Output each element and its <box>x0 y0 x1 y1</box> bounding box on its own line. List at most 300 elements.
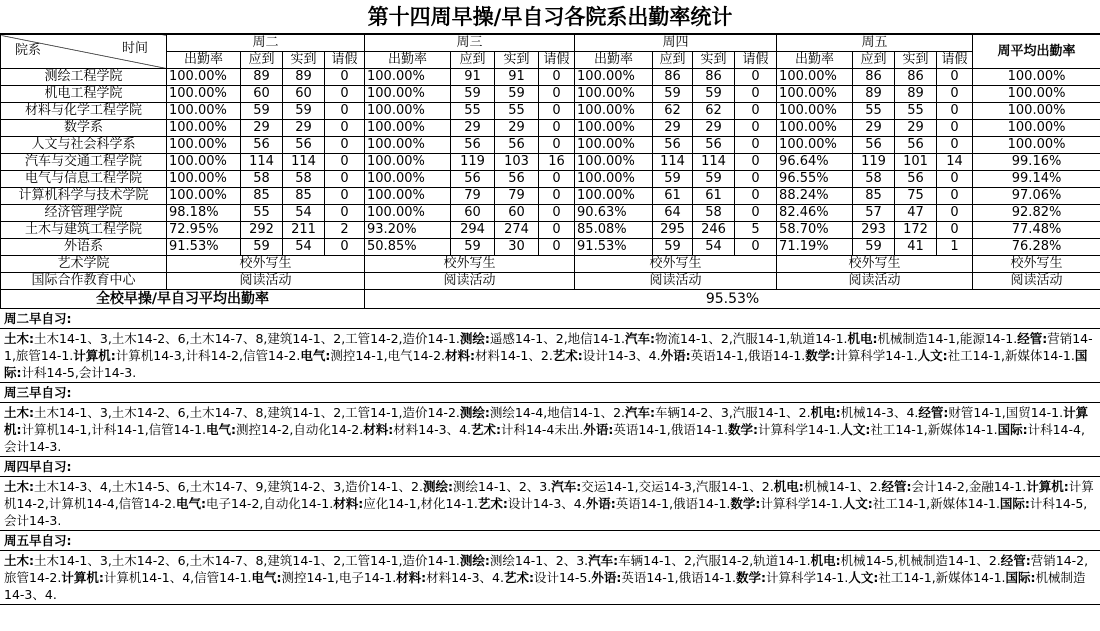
subheader-cell: 实到 <box>495 52 539 69</box>
table-cell: 100.00% <box>575 69 653 86</box>
header-day-tue: 周二 <box>167 35 365 52</box>
table-cell: 59 <box>451 239 495 256</box>
table-row <box>1 239 1100 256</box>
table-cell: 54 <box>693 239 735 256</box>
dept-name: 电气与信息工程学院 <box>1 171 167 188</box>
table-cell: 292 <box>241 222 283 239</box>
table-cell: 89 <box>895 86 937 103</box>
table-cell: 89 <box>241 69 283 86</box>
table-cell: 59 <box>653 86 693 103</box>
table-cell: 0 <box>325 103 365 120</box>
dept-abbrev: 人文: <box>840 422 871 437</box>
table-row <box>1 69 1100 86</box>
table-cell: 86 <box>653 69 693 86</box>
dept-abbrev: 外语: <box>660 348 691 363</box>
dept-abbrev: 汽车: <box>588 553 619 568</box>
table-cell: 100.00% <box>365 103 451 120</box>
table-cell: 88.24% <box>777 188 853 205</box>
table-cell: 90.63% <box>575 205 653 222</box>
class-list: 英语14-1,俄语14-1. <box>613 422 729 437</box>
table-cell: 29 <box>853 120 895 137</box>
subheader-cell: 应到 <box>241 52 283 69</box>
table-cell: 100.00% <box>365 137 451 154</box>
dept-abbrev: 计算机: <box>73 348 116 363</box>
class-list: 测绘14-1、2、3. <box>452 479 552 494</box>
table-cell: 100.00% <box>167 171 241 188</box>
notes-day-body <box>0 329 1100 383</box>
subheader-cell: 实到 <box>283 52 325 69</box>
table-cell: 0 <box>735 120 777 137</box>
table-row <box>1 103 1100 120</box>
weekly-avg-cell: 97.06% <box>973 188 1100 205</box>
table-cell: 50.85% <box>365 239 451 256</box>
table-cell: 0 <box>539 239 575 256</box>
class-list: 测绘14-4,地信14-1、2. <box>489 405 626 420</box>
weekly-avg-cell: 100.00% <box>973 120 1100 137</box>
table-cell: 246 <box>693 222 735 239</box>
header-day-wed: 周三 <box>365 35 575 52</box>
table-cell: 91.53% <box>575 239 653 256</box>
table-cell: 41 <box>895 239 937 256</box>
dept-abbrev: 计算机: <box>61 570 104 585</box>
table-cell: 1 <box>937 239 973 256</box>
activity-cell: 校外写生 <box>365 256 575 273</box>
dept-abbrev: 艺术: <box>471 422 502 437</box>
weekly-avg-cell: 92.82% <box>973 205 1100 222</box>
table-cell: 0 <box>937 103 973 120</box>
table-row <box>1 222 1100 239</box>
subheader-cell: 出勤率 <box>575 52 653 69</box>
table-row <box>1 273 1100 290</box>
dept-abbrev: 数学: <box>730 496 761 511</box>
table-cell: 56 <box>693 137 735 154</box>
subheader-cell: 请假 <box>539 52 575 69</box>
class-list: 社工14-1,新媒体14-1. <box>947 348 1075 363</box>
table-cell: 100.00% <box>365 154 451 171</box>
table-cell: 103 <box>495 154 539 171</box>
table-cell: 29 <box>451 120 495 137</box>
table-cell: 0 <box>735 188 777 205</box>
table-cell: 64 <box>653 205 693 222</box>
table-cell: 100.00% <box>167 137 241 154</box>
table-cell: 119 <box>451 154 495 171</box>
dept-abbrev: 测绘: <box>422 479 453 494</box>
subheader-cell: 应到 <box>853 52 895 69</box>
table-cell: 0 <box>735 137 777 154</box>
subheader-cell: 实到 <box>693 52 735 69</box>
dept-abbrev: 经管: <box>918 405 949 420</box>
table-cell: 2 <box>325 222 365 239</box>
table-cell: 29 <box>895 120 937 137</box>
table-body <box>1 69 1100 309</box>
class-list: 计算科学14-1. <box>766 570 849 585</box>
table-cell: 91 <box>495 69 539 86</box>
dept-abbrev: 数学: <box>736 570 766 585</box>
subheader-cell: 请假 <box>735 52 777 69</box>
table-cell: 0 <box>937 222 973 239</box>
table-cell: 100.00% <box>575 137 653 154</box>
class-list: 测绘14-1、2、3. <box>489 553 589 568</box>
subheader-cell: 出勤率 <box>365 52 451 69</box>
table-cell: 100.00% <box>167 69 241 86</box>
dept-abbrev: 土木: <box>4 405 34 420</box>
table-cell: 100.00% <box>777 86 853 103</box>
total-row <box>1 290 1100 309</box>
table-cell: 60 <box>451 205 495 222</box>
table-cell: 0 <box>539 171 575 188</box>
class-list: 设计14-5. <box>533 570 592 585</box>
class-list: 物流14-1、2,汽服14-1,轨道14-1. <box>655 331 848 346</box>
table-row <box>1 205 1100 222</box>
activity-cell: 校外写生 <box>167 256 365 273</box>
table-cell: 0 <box>735 171 777 188</box>
table-cell: 100.00% <box>575 120 653 137</box>
notes-day-body <box>0 403 1100 457</box>
table-cell: 60 <box>241 86 283 103</box>
table-cell: 59 <box>693 171 735 188</box>
dept-name: 汽车与交通工程学院 <box>1 154 167 171</box>
activity-cell: 阅读活动 <box>167 273 365 290</box>
table-cell: 58.70% <box>777 222 853 239</box>
table-cell: 0 <box>539 205 575 222</box>
class-list: 营销14-2,旅管14-2. <box>4 553 1089 585</box>
table-cell: 55 <box>895 103 937 120</box>
table-cell: 59 <box>495 86 539 103</box>
subheader-cell: 应到 <box>451 52 495 69</box>
table-cell: 56 <box>283 137 325 154</box>
table-cell: 0 <box>735 154 777 171</box>
total-value: 95.53% <box>365 290 1100 309</box>
class-list: 英语14-1,俄语14-1. <box>621 570 736 585</box>
table-cell: 100.00% <box>365 120 451 137</box>
class-list: 机械制造14-3、4. <box>4 570 1086 602</box>
dept-abbrev: 计算机: <box>1026 479 1069 494</box>
table-cell: 0 <box>325 69 365 86</box>
table-row <box>1 171 1100 188</box>
notes-day-heading: 周三早自习: <box>0 383 1100 403</box>
class-list: 材料14-1、2. <box>475 348 553 363</box>
class-list: 计算机14-2,计算机14-4,信管14-2. <box>4 479 1094 511</box>
table-cell: 71.19% <box>777 239 853 256</box>
table-cell: 59 <box>283 103 325 120</box>
weekly-avg-cell: 76.28% <box>973 239 1100 256</box>
dept-abbrev: 电气: <box>176 496 207 511</box>
weekly-avg-cell: 77.48% <box>973 222 1100 239</box>
dept-name: 经济管理学院 <box>1 205 167 222</box>
weekly-avg-cell: 100.00% <box>973 69 1100 86</box>
header-day-thu: 周四 <box>575 35 777 52</box>
class-list: 计算科学14-1. <box>758 422 841 437</box>
table-cell: 100.00% <box>777 120 853 137</box>
table-cell: 293 <box>853 222 895 239</box>
table-cell: 56 <box>451 171 495 188</box>
class-list: 计算机14-3,计科14-2,信管14-2. <box>115 348 301 363</box>
class-list: 遥感14-1、2,地信14-1. <box>489 331 626 346</box>
class-list: 测控14-1,电子14-1. <box>281 570 397 585</box>
subheader-cell: 出勤率 <box>167 52 241 69</box>
table-cell: 274 <box>495 222 539 239</box>
table-cell: 54 <box>283 239 325 256</box>
table-cell: 0 <box>539 188 575 205</box>
dept-name: 机电工程学院 <box>1 86 167 103</box>
dept-abbrev: 材料: <box>333 496 364 511</box>
table-cell: 56 <box>495 171 539 188</box>
class-list: 设计14-3、4. <box>507 496 586 511</box>
class-list: 材料14-3、4. <box>426 570 504 585</box>
dept-abbrev: 材料: <box>445 348 475 363</box>
subheader-cell: 请假 <box>325 52 365 69</box>
dept-abbrev: 电气: <box>300 348 331 363</box>
class-list: 会计14-2,金融14-1. <box>911 479 1027 494</box>
dept-abbrev: 电气: <box>251 570 282 585</box>
attendance-table <box>0 34 1100 309</box>
header-dept-label: 院系 <box>15 43 42 58</box>
class-list: 计科14-5,会计14-3. <box>4 496 1088 528</box>
table-cell: 30 <box>495 239 539 256</box>
table-row <box>1 86 1100 103</box>
table-cell: 62 <box>693 103 735 120</box>
table-row <box>1 120 1100 137</box>
table-cell: 58 <box>853 171 895 188</box>
table-cell: 86 <box>853 69 895 86</box>
dept-name: 外语系 <box>1 239 167 256</box>
notes-day-heading: 周四早自习: <box>0 457 1100 477</box>
table-cell: 29 <box>653 120 693 137</box>
table-cell: 0 <box>937 188 973 205</box>
table-cell: 100.00% <box>575 154 653 171</box>
table-cell: 56 <box>653 137 693 154</box>
table-cell: 0 <box>937 120 973 137</box>
table-cell: 55 <box>495 103 539 120</box>
table-cell: 79 <box>451 188 495 205</box>
table-cell: 0 <box>539 120 575 137</box>
subheader-cell: 请假 <box>937 52 973 69</box>
table-cell: 85 <box>853 188 895 205</box>
table-cell: 98.18% <box>167 205 241 222</box>
notes-day-heading: 周五早自习: <box>0 531 1100 551</box>
dept-abbrev: 艺术: <box>552 348 583 363</box>
dept-name: 国际合作教育中心 <box>1 273 167 290</box>
table-cell: 59 <box>451 86 495 103</box>
table-cell: 0 <box>735 69 777 86</box>
table-cell: 0 <box>325 137 365 154</box>
table-cell: 100.00% <box>777 137 853 154</box>
table-cell: 55 <box>451 103 495 120</box>
dept-abbrev: 人文: <box>917 348 948 363</box>
table-cell: 82.46% <box>777 205 853 222</box>
table-cell: 59 <box>653 171 693 188</box>
table-cell: 100.00% <box>167 86 241 103</box>
table-cell: 100.00% <box>575 103 653 120</box>
table-cell: 119 <box>853 154 895 171</box>
table-cell: 61 <box>653 188 693 205</box>
class-list: 计科14-5,会计14-3. <box>21 365 137 380</box>
activity-cell: 校外写生 <box>777 256 973 273</box>
table-row <box>1 256 1100 273</box>
table-cell: 100.00% <box>167 120 241 137</box>
class-list: 英语14-1,俄语14-1. <box>615 496 731 511</box>
table-cell: 96.64% <box>777 154 853 171</box>
dept-abbrev: 材料: <box>396 570 427 585</box>
table-cell: 0 <box>539 86 575 103</box>
table-cell: 93.20% <box>365 222 451 239</box>
class-list: 土木14-1、3,土木14-2、6,土木14-7、8,建筑14-1、2,工管14-1,造价14-1. <box>34 553 460 568</box>
dept-abbrev: 国际: <box>1005 570 1036 585</box>
table-cell: 58 <box>693 205 735 222</box>
dept-abbrev: 经管: <box>881 479 912 494</box>
table-cell: 56 <box>853 137 895 154</box>
class-list: 计科14-4未出. <box>501 422 584 437</box>
subheader-cell: 应到 <box>653 52 693 69</box>
table-cell: 58 <box>283 171 325 188</box>
table-cell: 86 <box>693 69 735 86</box>
table-cell: 55 <box>853 103 895 120</box>
table-cell: 100.00% <box>575 86 653 103</box>
class-list: 材料14-3、4. <box>393 422 472 437</box>
table-cell: 100.00% <box>167 154 241 171</box>
table-cell: 0 <box>735 205 777 222</box>
table-cell: 100.00% <box>575 188 653 205</box>
subheader-cell: 实到 <box>895 52 937 69</box>
table-cell: 211 <box>283 222 325 239</box>
notes-day-body <box>0 477 1100 531</box>
dept-abbrev: 汽车: <box>551 479 582 494</box>
table-cell: 91 <box>451 69 495 86</box>
table-cell: 100.00% <box>167 103 241 120</box>
table-cell: 0 <box>539 69 575 86</box>
table-cell: 100.00% <box>575 171 653 188</box>
table-cell: 62 <box>653 103 693 120</box>
table-cell: 61 <box>693 188 735 205</box>
table-cell: 29 <box>693 120 735 137</box>
table-cell: 0 <box>325 154 365 171</box>
dept-abbrev: 外语: <box>583 422 614 437</box>
class-list: 英语14-1,俄语14-1. <box>690 348 806 363</box>
weekly-avg-cell: 99.14% <box>973 171 1100 188</box>
class-list: 车辆14-2、3,汽服14-1、2. <box>655 405 811 420</box>
table-cell: 16 <box>539 154 575 171</box>
table-cell: 0 <box>325 171 365 188</box>
table-cell: 100.00% <box>365 86 451 103</box>
table-cell: 100.00% <box>365 188 451 205</box>
class-list: 计科14-4,会计14-3. <box>4 422 1085 454</box>
table-cell: 56 <box>895 137 937 154</box>
table-cell: 100.00% <box>365 171 451 188</box>
table-cell: 58 <box>241 171 283 188</box>
dept-abbrev: 汽车: <box>625 331 656 346</box>
table-cell: 89 <box>853 86 895 103</box>
table-cell: 294 <box>451 222 495 239</box>
dept-abbrev: 国际: <box>4 348 1088 380</box>
class-list: 财管14-1,国贸14-1. <box>948 405 1064 420</box>
table-cell: 55 <box>241 205 283 222</box>
table-cell: 0 <box>937 205 973 222</box>
dept-name: 数学系 <box>1 120 167 137</box>
dept-abbrev: 土木: <box>4 479 34 494</box>
table-cell: 0 <box>539 137 575 154</box>
dept-abbrev: 经管: <box>1000 553 1031 568</box>
class-list: 机械14-3、4. <box>840 405 919 420</box>
table-cell: 91.53% <box>167 239 241 256</box>
activity-cell: 阅读活动 <box>575 273 777 290</box>
header-diagonal-cell <box>1 35 167 69</box>
class-list: 交运14-1,交运14-3,汽服14-1、2. <box>581 479 774 494</box>
table-cell: 0 <box>735 239 777 256</box>
dept-name: 土木与建筑工程学院 <box>1 222 167 239</box>
header-time-label: 时间 <box>121 41 148 56</box>
class-list: 测控14-2,自动化14-2. <box>236 422 364 437</box>
dept-abbrev: 机电: <box>847 331 878 346</box>
table-cell: 0 <box>735 103 777 120</box>
class-list: 测控14-1,电气14-2. <box>330 348 445 363</box>
dept-name: 艺术学院 <box>1 256 167 273</box>
table-cell: 172 <box>895 222 937 239</box>
dept-abbrev: 测绘: <box>459 331 490 346</box>
page-title: 第十四周早操/早自习各院系出勤率统计 <box>0 0 1100 34</box>
weekly-avg-cell: 99.16% <box>973 154 1100 171</box>
activity-cell: 校外写生 <box>575 256 777 273</box>
activity-cell: 阅读活动 <box>365 273 575 290</box>
dept-name: 人文与社会科学系 <box>1 137 167 154</box>
weekly-avg-cell: 100.00% <box>973 86 1100 103</box>
table-cell: 59 <box>693 86 735 103</box>
class-list: 社工14-1,新媒体14-1. <box>872 496 1000 511</box>
class-list: 土木14-1、3,土木14-2、6,土木14-7、8,建筑14-1、2,工管14-1,造价14-2. <box>34 405 460 420</box>
table-cell: 75 <box>895 188 937 205</box>
table-cell: 79 <box>495 188 539 205</box>
table-cell: 14 <box>937 154 973 171</box>
table-cell: 101 <box>895 154 937 171</box>
dept-abbrev: 土木: <box>4 553 34 568</box>
table-cell: 114 <box>693 154 735 171</box>
class-list: 车辆14-1、2,汽服14-2,轨道14-1. <box>618 553 811 568</box>
weekly-avg-cell: 阅读活动 <box>973 273 1100 290</box>
table-cell: 0 <box>325 205 365 222</box>
table-cell: 86 <box>895 69 937 86</box>
table-cell: 56 <box>895 171 937 188</box>
table-cell: 100.00% <box>365 205 451 222</box>
dept-abbrev: 机电: <box>810 405 841 420</box>
dept-abbrev: 艺术: <box>503 570 534 585</box>
dept-name: 材料与化学工程学院 <box>1 103 167 120</box>
table-row <box>1 137 1100 154</box>
dept-name: 测绘工程学院 <box>1 69 167 86</box>
table-row <box>1 154 1100 171</box>
dept-abbrev: 经管: <box>1017 331 1048 346</box>
table-cell: 0 <box>937 137 973 154</box>
table-cell: 72.95% <box>167 222 241 239</box>
class-list: 计算机14-1,计科14-1,信管14-1. <box>21 422 207 437</box>
class-list: 机械14-5,机械制造14-1、2. <box>840 553 1001 568</box>
dept-name: 计算机科学与技术学院 <box>1 188 167 205</box>
dept-abbrev: 机电: <box>773 479 804 494</box>
table-cell: 56 <box>241 137 283 154</box>
dept-abbrev: 人文: <box>842 496 873 511</box>
dept-abbrev: 艺术: <box>477 496 508 511</box>
class-list: 计算科学14-1. <box>760 496 843 511</box>
table-cell: 59 <box>853 239 895 256</box>
table-cell: 0 <box>937 86 973 103</box>
table-cell: 100.00% <box>365 69 451 86</box>
class-list: 机械14-1、2. <box>803 479 882 494</box>
table-cell: 60 <box>495 205 539 222</box>
table-cell: 57 <box>853 205 895 222</box>
table-cell: 96.55% <box>777 171 853 188</box>
dept-abbrev: 土木: <box>4 331 34 346</box>
dept-abbrev: 外语: <box>591 570 622 585</box>
table-cell: 89 <box>283 69 325 86</box>
table-cell: 85 <box>283 188 325 205</box>
